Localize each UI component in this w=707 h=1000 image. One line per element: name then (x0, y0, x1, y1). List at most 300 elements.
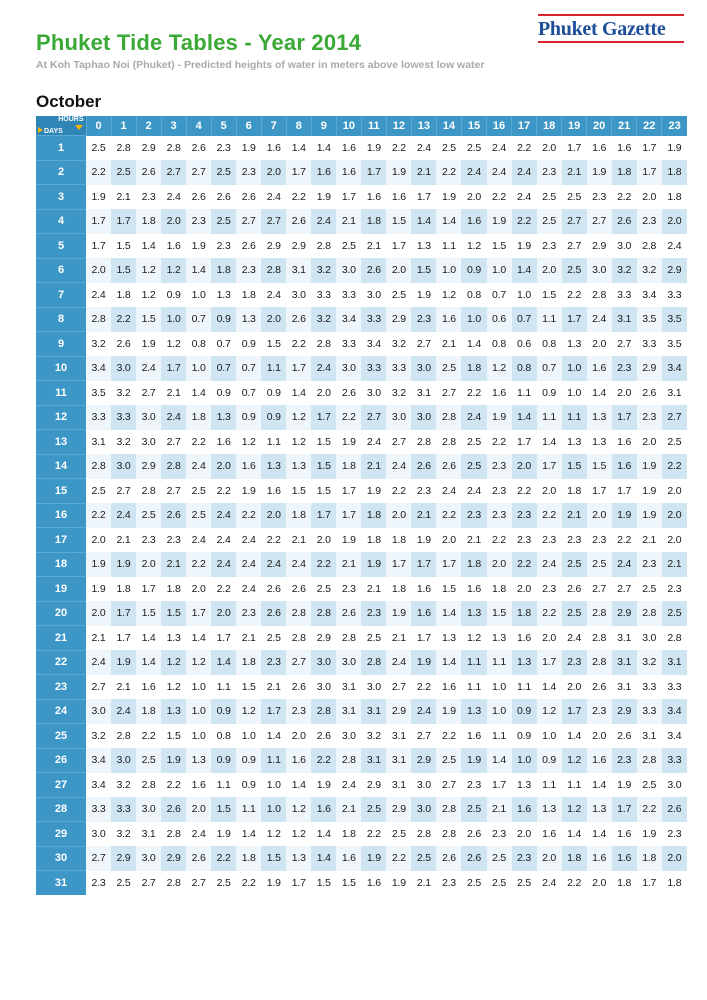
tide-height-cell: 3.0 (286, 283, 311, 308)
tide-height-cell: 2.2 (512, 479, 537, 504)
tide-height-cell: 2.4 (587, 307, 612, 332)
tide-height-cell: 1.9 (136, 332, 161, 357)
tide-height-cell: 2.6 (336, 381, 361, 406)
tide-height-cell: 2.4 (236, 528, 261, 553)
tide-height-cell: 1.1 (512, 675, 537, 700)
tide-height-cell: 2.0 (587, 724, 612, 749)
tide-height-cell: 2.6 (186, 846, 211, 871)
tide-height-cell: 2.2 (186, 430, 211, 455)
day-label: 27 (36, 773, 86, 798)
tide-height-cell: 3.5 (662, 332, 687, 357)
tide-height-cell: 2.3 (186, 209, 211, 234)
tide-height-cell: 2.0 (211, 601, 236, 626)
tide-height-cell: 1.3 (461, 699, 486, 724)
tide-height-cell: 2.2 (562, 871, 587, 895)
tide-height-cell: 1.8 (236, 846, 261, 871)
tide-height-cell: 2.8 (587, 650, 612, 675)
tide-height-cell: 2.5 (361, 797, 386, 822)
tide-height-cell: 0.7 (537, 356, 562, 381)
tide-height-cell: 1.4 (211, 650, 236, 675)
tide-height-cell: 1.8 (236, 650, 261, 675)
tide-height-cell: 2.4 (311, 356, 336, 381)
tide-height-cell: 1.4 (537, 675, 562, 700)
hour-header: 19 (562, 116, 587, 136)
tide-height-cell: 1.6 (587, 136, 612, 161)
tide-height-cell: 1.3 (587, 797, 612, 822)
tide-height-cell: 1.3 (562, 332, 587, 357)
tide-height-cell: 3.2 (637, 258, 662, 283)
tide-height-cell: 2.5 (461, 797, 486, 822)
tide-height-cell: 2.1 (236, 626, 261, 651)
tide-height-cell: 2.0 (261, 503, 286, 528)
tide-height-cell: 2.1 (562, 503, 587, 528)
tide-height-cell: 1.7 (336, 503, 361, 528)
tide-height-cell: 1.8 (186, 405, 211, 430)
tide-height-cell: 1.6 (336, 136, 361, 161)
table-row (36, 332, 687, 357)
tide-height-cell: 1.0 (562, 356, 587, 381)
tide-height-cell: 3.1 (336, 675, 361, 700)
tide-height-cell: 2.8 (136, 479, 161, 504)
tide-height-cell: 2.1 (411, 160, 436, 185)
tide-height-cell: 2.8 (637, 601, 662, 626)
tide-height-cell: 3.1 (361, 748, 386, 773)
tide-height-cell: 2.5 (136, 503, 161, 528)
tide-height-cell: 2.7 (587, 577, 612, 602)
tide-height-cell: 2.1 (111, 675, 136, 700)
tide-height-cell: 2.2 (612, 185, 637, 210)
tide-height-cell: 1.5 (111, 234, 136, 259)
tide-height-cell: 2.5 (111, 871, 136, 895)
tide-height-cell: 2.5 (86, 136, 111, 161)
tide-height-cell: 2.2 (86, 503, 111, 528)
tide-height-cell: 1.3 (537, 797, 562, 822)
tide-height-cell: 2.1 (361, 577, 386, 602)
tide-height-cell: 3.1 (612, 675, 637, 700)
tide-height-cell: 1.4 (587, 822, 612, 847)
tide-height-cell: 2.2 (136, 724, 161, 749)
tide-height-cell: 2.4 (361, 430, 386, 455)
tide-height-cell: 1.2 (236, 699, 261, 724)
day-label: 18 (36, 552, 86, 577)
tide-height-cell: 1.3 (436, 626, 461, 651)
tide-height-cell: 1.3 (512, 773, 537, 798)
tide-height-cell: 1.8 (236, 283, 261, 308)
tide-height-cell: 1.4 (562, 724, 587, 749)
tide-height-cell: 1.2 (136, 258, 161, 283)
tide-height-cell: 1.8 (612, 871, 637, 895)
tide-height-cell: 3.0 (86, 822, 111, 847)
tide-height-cell: 3.1 (662, 650, 687, 675)
table-row (36, 258, 687, 283)
tide-height-cell: 1.1 (461, 675, 486, 700)
tide-height-cell: 1.7 (261, 699, 286, 724)
tide-height-cell: 2.0 (512, 822, 537, 847)
tide-height-cell: 1.2 (461, 626, 486, 651)
tide-height-cell: 3.0 (386, 405, 411, 430)
tide-height-cell: 0.9 (211, 699, 236, 724)
tide-height-cell: 1.2 (562, 797, 587, 822)
page-title: Phuket Tide Tables - Year 2014 (36, 30, 362, 55)
tide-height-cell: 2.7 (136, 381, 161, 406)
tide-height-cell: 2.4 (411, 136, 436, 161)
day-label: 10 (36, 356, 86, 381)
tide-height-cell: 3.5 (86, 381, 111, 406)
tide-height-cell: 2.8 (436, 430, 461, 455)
tide-height-cell: 0.9 (261, 381, 286, 406)
table-row (36, 307, 687, 332)
tide-height-cell: 2.1 (161, 552, 186, 577)
tide-height-cell: 3.0 (311, 650, 336, 675)
tide-height-cell: 0.9 (236, 405, 261, 430)
tide-height-cell: 1.0 (186, 356, 211, 381)
tide-height-cell: 1.8 (136, 699, 161, 724)
tide-height-cell: 1.3 (411, 234, 436, 259)
tide-height-cell: 2.5 (136, 748, 161, 773)
tide-height-cell: 2.0 (386, 258, 411, 283)
table-row (36, 577, 687, 602)
tide-height-cell: 1.1 (436, 234, 461, 259)
tide-height-cell: 1.4 (436, 601, 461, 626)
tide-height-cell: 2.4 (461, 405, 486, 430)
tide-height-cell: 1.5 (261, 846, 286, 871)
hour-header: 4 (186, 116, 211, 136)
tide-height-cell: 1.9 (336, 528, 361, 553)
tide-height-cell: 1.9 (587, 160, 612, 185)
tide-height-cell: 3.4 (637, 283, 662, 308)
tide-height-cell: 2.0 (537, 479, 562, 504)
tide-height-cell: 0.8 (487, 332, 512, 357)
tide-height-cell: 1.9 (612, 503, 637, 528)
hours-header-row (36, 116, 687, 136)
tide-height-cell: 3.1 (286, 258, 311, 283)
tide-height-cell: 2.5 (461, 430, 486, 455)
tide-height-cell: 3.4 (361, 332, 386, 357)
tide-height-cell: 2.6 (161, 797, 186, 822)
tide-height-cell: 3.1 (612, 650, 637, 675)
tide-height-cell: 2.8 (111, 724, 136, 749)
tide-height-cell: 1.4 (311, 846, 336, 871)
tide-height-cell: 1.7 (286, 871, 311, 895)
table-row (36, 454, 687, 479)
tide-height-cell: 3.0 (336, 724, 361, 749)
tide-height-cell: 0.9 (261, 405, 286, 430)
tide-height-cell: 3.4 (662, 699, 687, 724)
tide-height-cell: 3.3 (86, 405, 111, 430)
tide-height-cell: 1.4 (286, 136, 311, 161)
tide-height-cell: 3.1 (361, 699, 386, 724)
table-row (36, 136, 687, 161)
tide-height-cell: 3.3 (111, 405, 136, 430)
hour-header: 21 (612, 116, 637, 136)
tide-height-cell: 2.9 (411, 748, 436, 773)
tide-height-cell: 1.4 (512, 258, 537, 283)
tide-height-cell: 1.1 (461, 650, 486, 675)
tide-height-cell: 1.2 (487, 356, 512, 381)
tide-height-cell: 2.5 (487, 846, 512, 871)
day-label: 13 (36, 430, 86, 455)
tide-height-cell: 2.2 (562, 283, 587, 308)
tide-height-cell: 2.7 (612, 577, 637, 602)
tide-height-cell: 1.1 (487, 724, 512, 749)
tide-height-cell: 2.2 (487, 430, 512, 455)
tide-height-cell: 2.5 (637, 577, 662, 602)
tide-height-cell: 2.6 (286, 307, 311, 332)
tide-height-cell: 2.5 (562, 601, 587, 626)
tide-height-cell: 0.9 (236, 773, 261, 798)
tide-height-cell: 2.8 (86, 454, 111, 479)
table-row (36, 209, 687, 234)
tide-height-cell: 2.9 (612, 699, 637, 724)
tide-height-cell: 2.3 (236, 258, 261, 283)
tide-height-cell: 1.4 (186, 258, 211, 283)
tide-height-cell: 1.2 (161, 332, 186, 357)
tide-height-cell: 1.9 (361, 846, 386, 871)
tide-height-cell: 2.8 (361, 650, 386, 675)
tide-height-cell: 0.8 (211, 724, 236, 749)
tide-height-cell: 2.2 (386, 846, 411, 871)
tide-height-cell: 0.9 (211, 307, 236, 332)
tide-height-cell: 2.3 (537, 160, 562, 185)
tide-height-cell: 2.3 (537, 577, 562, 602)
tide-height-cell: 1.5 (311, 454, 336, 479)
tide-height-cell: 2.3 (286, 699, 311, 724)
tide-height-cell: 2.1 (336, 209, 361, 234)
tide-height-cell: 1.0 (261, 773, 286, 798)
tide-height-cell: 1.0 (186, 675, 211, 700)
tide-height-cell: 1.3 (211, 405, 236, 430)
tide-height-cell: 3.2 (612, 258, 637, 283)
tide-height-cell: 2.4 (111, 503, 136, 528)
phuket-gazette-logo (538, 14, 684, 43)
tide-height-cell: 1.8 (136, 209, 161, 234)
table-row (36, 626, 687, 651)
tide-height-cell: 2.6 (211, 185, 236, 210)
tide-height-cell: 2.7 (286, 650, 311, 675)
tide-height-cell: 2.5 (211, 209, 236, 234)
tide-height-cell: 3.0 (311, 675, 336, 700)
tide-height-cell: 1.8 (111, 283, 136, 308)
tide-height-cell: 2.7 (111, 479, 136, 504)
tide-height-cell: 0.7 (211, 356, 236, 381)
tide-height-cell: 2.6 (587, 675, 612, 700)
tide-height-cell: 1.1 (562, 773, 587, 798)
day-label: 16 (36, 503, 86, 528)
tide-height-cell: 1.0 (487, 699, 512, 724)
tide-height-cell: 2.6 (461, 822, 486, 847)
tide-height-cell: 2.6 (286, 577, 311, 602)
tide-height-cell: 1.8 (286, 503, 311, 528)
month-heading: October (36, 92, 102, 111)
tide-height-cell: 1.4 (311, 822, 336, 847)
hour-header: 23 (662, 116, 687, 136)
tide-height-cell: 1.5 (436, 577, 461, 602)
tide-height-cell: 3.0 (136, 430, 161, 455)
tide-height-cell: 1.4 (461, 332, 486, 357)
tide-height-cell: 3.3 (336, 283, 361, 308)
tide-height-cell: 1.3 (161, 626, 186, 651)
tide-height-cell: 3.0 (637, 626, 662, 651)
tide-height-cell: 2.4 (436, 479, 461, 504)
tide-height-cell: 1.7 (211, 626, 236, 651)
tide-height-cell: 1.7 (111, 209, 136, 234)
hour-header: 8 (286, 116, 311, 136)
tide-height-cell: 1.5 (161, 601, 186, 626)
tide-height-cell: 3.2 (311, 307, 336, 332)
tide-height-cell: 1.3 (286, 846, 311, 871)
tide-height-cell: 1.0 (512, 748, 537, 773)
tide-height-cell: 1.4 (186, 381, 211, 406)
tide-height-cell: 3.2 (86, 332, 111, 357)
tide-height-cell: 1.6 (612, 454, 637, 479)
day-label: 22 (36, 650, 86, 675)
hour-header: 6 (236, 116, 261, 136)
tide-height-cell: 1.4 (261, 724, 286, 749)
tide-height-cell: 2.5 (86, 479, 111, 504)
tide-height-cell: 2.3 (512, 846, 537, 871)
tide-height-cell: 2.4 (261, 185, 286, 210)
tide-height-cell: 1.7 (336, 479, 361, 504)
tide-height-cell: 1.4 (411, 209, 436, 234)
day-label: 15 (36, 479, 86, 504)
tide-height-cell: 2.7 (236, 209, 261, 234)
tide-height-cell: 1.3 (587, 405, 612, 430)
tide-height-cell: 2.6 (662, 797, 687, 822)
tide-height-cell: 2.4 (236, 577, 261, 602)
tide-height-cell: 3.3 (637, 699, 662, 724)
tide-height-cell: 2.8 (311, 332, 336, 357)
tide-height-cell: 0.7 (487, 283, 512, 308)
tide-height-cell: 1.6 (612, 822, 637, 847)
tide-height-cell: 1.8 (361, 503, 386, 528)
tide-height-cell: 0.9 (161, 283, 186, 308)
tide-height-cell: 3.0 (612, 234, 637, 259)
tide-height-cell: 2.8 (111, 136, 136, 161)
tide-height-cell: 1.2 (136, 283, 161, 308)
tide-height-cell: 2.8 (136, 773, 161, 798)
tide-height-cell: 1.7 (86, 234, 111, 259)
tide-height-cell: 2.6 (261, 577, 286, 602)
tide-height-cell: 1.1 (537, 773, 562, 798)
tide-height-cell: 1.5 (261, 332, 286, 357)
tide-height-cell: 2.0 (261, 307, 286, 332)
tide-height-cell: 2.5 (311, 577, 336, 602)
tide-height-cell: 2.1 (461, 528, 486, 553)
tide-height-cell: 2.1 (386, 626, 411, 651)
tide-height-cell: 1.7 (136, 577, 161, 602)
table-row (36, 699, 687, 724)
tide-height-cell: 2.8 (637, 748, 662, 773)
tide-height-cell: 2.3 (587, 699, 612, 724)
tide-height-cell: 3.1 (136, 822, 161, 847)
hour-header: 10 (336, 116, 361, 136)
tide-height-cell: 3.3 (311, 283, 336, 308)
tide-height-cell: 2.6 (612, 209, 637, 234)
hour-header: 3 (161, 116, 186, 136)
tide-height-cell: 3.0 (336, 356, 361, 381)
tide-height-cell: 1.7 (311, 503, 336, 528)
tide-height-cell: 2.2 (261, 528, 286, 553)
tide-height-cell: 3.1 (386, 748, 411, 773)
day-label: 30 (36, 846, 86, 871)
tide-height-cell: 1.8 (512, 601, 537, 626)
tide-height-cell: 2.4 (487, 160, 512, 185)
hour-header: 14 (436, 116, 461, 136)
tide-height-cell: 1.8 (361, 209, 386, 234)
tide-height-cell: 2.6 (436, 846, 461, 871)
tide-height-cell: 2.0 (612, 381, 637, 406)
tide-height-cell: 1.9 (386, 601, 411, 626)
page-subtitle: At Koh Taphao Noi (Phuket) - Predicted heights of water in meters above lowest low water (36, 59, 485, 71)
tide-height-cell: 2.2 (211, 577, 236, 602)
tide-height-cell: 1.7 (186, 601, 211, 626)
tide-height-cell: 3.2 (111, 773, 136, 798)
tide-height-cell: 2.0 (161, 209, 186, 234)
tide-height-cell: 1.4 (587, 773, 612, 798)
tide-height-cell: 2.1 (86, 626, 111, 651)
tide-height-cell: 2.0 (461, 185, 486, 210)
day-label: 3 (36, 185, 86, 210)
tide-height-cell: 2.3 (236, 160, 261, 185)
tide-height-cell: 2.4 (186, 528, 211, 553)
tide-height-cell: 1.5 (537, 283, 562, 308)
tide-height-cell: 2.2 (386, 136, 411, 161)
tide-height-cell: 1.9 (86, 577, 111, 602)
tide-height-cell: 1.7 (562, 307, 587, 332)
tide-height-cell: 2.0 (537, 626, 562, 651)
tide-height-cell: 2.9 (136, 454, 161, 479)
tide-height-cell: 2.5 (336, 234, 361, 259)
tide-height-cell: 2.2 (86, 160, 111, 185)
tide-height-cell: 2.8 (662, 626, 687, 651)
tide-height-cell: 1.4 (136, 626, 161, 651)
tide-height-cell: 1.9 (361, 552, 386, 577)
day-label: 19 (36, 577, 86, 602)
tide-height-cell: 2.7 (612, 332, 637, 357)
tide-height-cell: 1.4 (136, 234, 161, 259)
tide-height-cell: 2.8 (587, 626, 612, 651)
tide-height-cell: 2.3 (587, 185, 612, 210)
tide-height-cell: 1.0 (461, 307, 486, 332)
tide-height-cell: 1.4 (186, 626, 211, 651)
tide-height-cell: 2.0 (512, 577, 537, 602)
tide-height-cell: 2.4 (261, 283, 286, 308)
tide-height-cell: 1.4 (436, 209, 461, 234)
tide-height-cell: 2.4 (461, 160, 486, 185)
tide-height-cell: 1.8 (461, 356, 486, 381)
tide-height-cell: 1.1 (236, 797, 261, 822)
tide-height-cell: 1.1 (562, 405, 587, 430)
tide-height-cell: 2.7 (411, 332, 436, 357)
tide-height-cell: 1.9 (662, 136, 687, 161)
tide-height-cell: 2.0 (662, 209, 687, 234)
tide-height-cell: 2.4 (86, 283, 111, 308)
tide-height-cell: 1.5 (136, 601, 161, 626)
tide-height-cell: 2.6 (411, 454, 436, 479)
tide-height-cell: 2.1 (336, 797, 361, 822)
tide-height-cell: 1.3 (261, 454, 286, 479)
tide-height-cell: 1.0 (537, 724, 562, 749)
tide-height-cell: 2.0 (86, 528, 111, 553)
tide-height-cell: 1.3 (211, 283, 236, 308)
tide-height-cell: 1.2 (286, 430, 311, 455)
tide-height-cell: 1.6 (386, 185, 411, 210)
tide-height-cell: 1.9 (411, 283, 436, 308)
tide-height-cell: 2.8 (587, 283, 612, 308)
tide-height-cell: 0.9 (512, 699, 537, 724)
tide-height-cell: 1.8 (336, 454, 361, 479)
tide-height-cell: 2.8 (637, 234, 662, 259)
